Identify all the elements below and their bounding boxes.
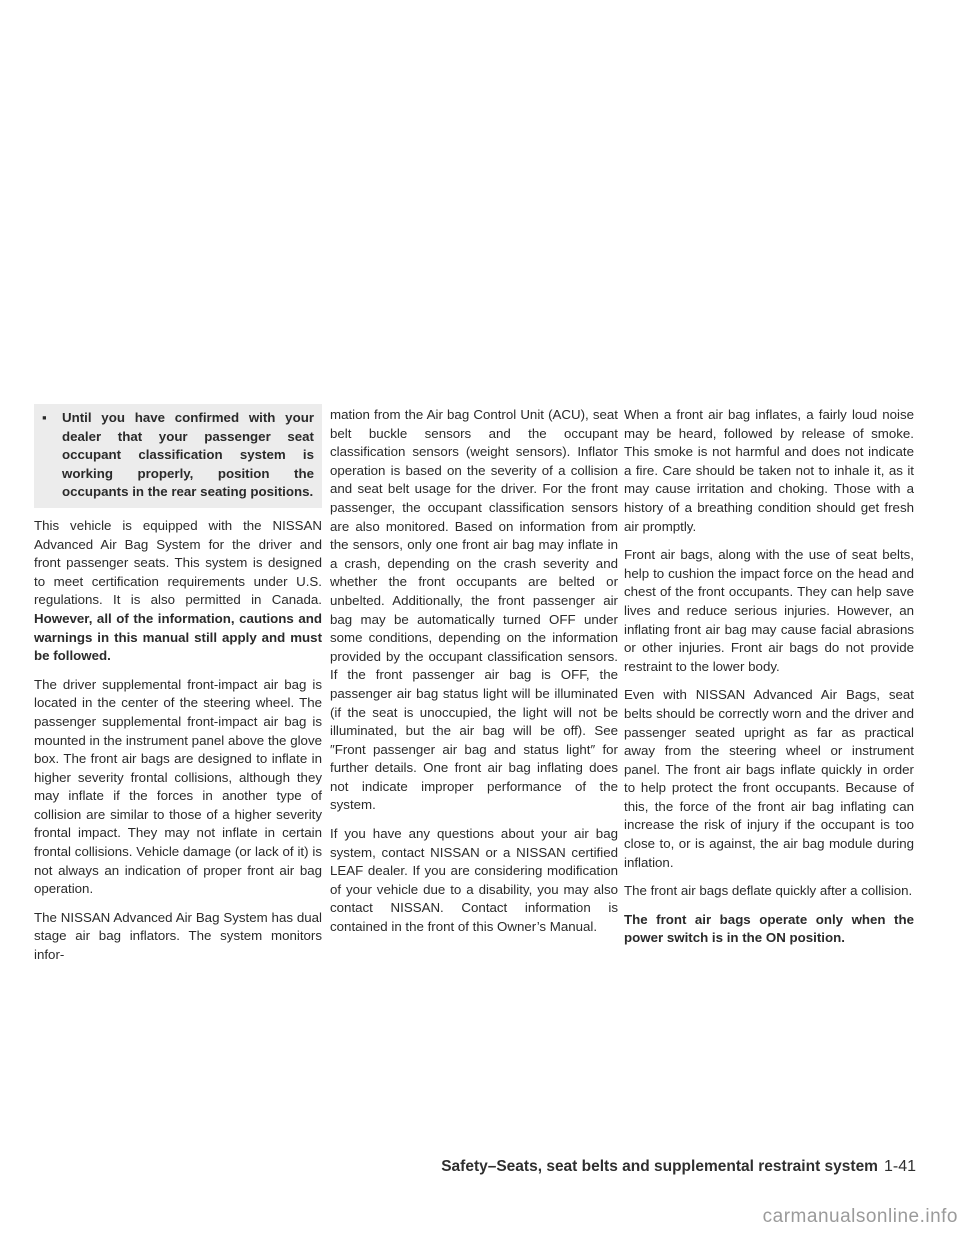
paragraph-text: This vehicle is equipped with the NISSAN Advanced Air Bag System for the driver and front passenger seats. This system is designed to meet certification requirements under U.S. regulations. It is also permitted in Canada.: [34, 517, 322, 608]
warning-text: Until you have confirmed with your dealer that your passenger seat occupant classification system is working properly, position the occupants in the rear seating positions.: [62, 410, 314, 500]
column-left: [34, 404, 322, 975]
paragraph: The driver supplemental front-impact air bag is located in the center of the steering wheel. The passenger supplemental front-impact air bag is mounted in the instrument panel above the glove box. The front air bags are designed to inflate in higher severity frontal collisions, although they may inflate if the forces in another type of collision are similar to those of a higher severity frontal impact. They may not inflate in certain frontal collisions. Vehicle damage (or lack of it) is not always an indication of proper front air bag operation.: [34, 676, 322, 897]
paragraph: Even with NISSAN Advanced Air Bags, seat belts should be correctly worn and the driver and passenger seated upright as far as practical away from the steering wheel or instrument panel. The front air bags inflate quickly in order to help protect the front occupants. Because of this, the force of the front air bag inflating can increase the risk of injury if the occupant is too close to, or is against, the air bag module during inflation.: [624, 687, 914, 870]
paragraph: Front air bags, along with the use of seat belts, help to cushion the impact force on the head and chest of the front occupants. They can help save lives and reduce serious injuries. However, an inflating front air bag may cause facial abrasions or other injuries. Front air bags do not provide restraint to the lower body.: [624, 547, 914, 674]
page-number: 1-41: [883, 1158, 916, 1175]
paragraph: mation from the Air bag Control Unit (ACU), seat belt buckle sensors and the occupant classification sensors (weight sensors). Inflator operation is based on the severity of a collision and seat belt usage for the driver. For the front passenger, the occupant classification sensors are also monitored. Based on information from the sensors, only one front air bag may inflate in a crash, depending on the crash severity and whether the front occupants are belted or unbelted. Additionally, the front passenger air bag may be automatically turned OFF under some conditions, depending on the information provided by the occupant classification sensors. If the front passenger air bag is OFF, the passenger air bag status light will be illuminated (if the seat is unoccupied, the light will not be illuminated, but the air bag will be off). See ″Front passenger air bag and status light″ for further details. One front air bag inflating does not indicate improper performance of the system.: [330, 407, 618, 813]
paragraph: [34, 517, 322, 666]
paragraph: The front air bags deflate quickly after a collision.: [624, 883, 913, 899]
column-right: [624, 406, 914, 958]
paragraph-bold-text: However, all of the information, cautions and warnings in this manual still apply and must be followed.: [34, 610, 322, 664]
paragraph: The NISSAN Advanced Air Bag System has dual stage air bag inflators. The system monitors infor-: [34, 909, 322, 963]
paragraph-bold: The front air bags operate only when the power switch is in the ON position.: [624, 911, 914, 946]
watermark: carmanualsonline.info: [762, 1206, 958, 1227]
column-middle: [330, 406, 618, 947]
paragraph: If you have any questions about your air bag system, contact NISSAN or a NISSAN certified LEAF dealer. If you are considering modification of your vehicle due to a disability, you may also contact NISSAN. Contact information is contained in the front of this Owner’s Manual.: [330, 826, 618, 935]
section-title: Safety–Seats, seat belts and supplemental restraint system: [441, 1158, 878, 1175]
paragraph: When a front air bag inflates, a fairly loud noise may be heard, followed by release of smoke. This smoke is not harmful and does not indicate a fire. Care should be taken not to inhale it, as it may cause irritation and choking. Those with a history of a breathing condition should get fresh air promptly.: [624, 407, 914, 534]
warning-box: [34, 404, 322, 508]
page-footer: [300, 1158, 916, 1176]
bullet-square-icon: ▪: [42, 410, 47, 425]
